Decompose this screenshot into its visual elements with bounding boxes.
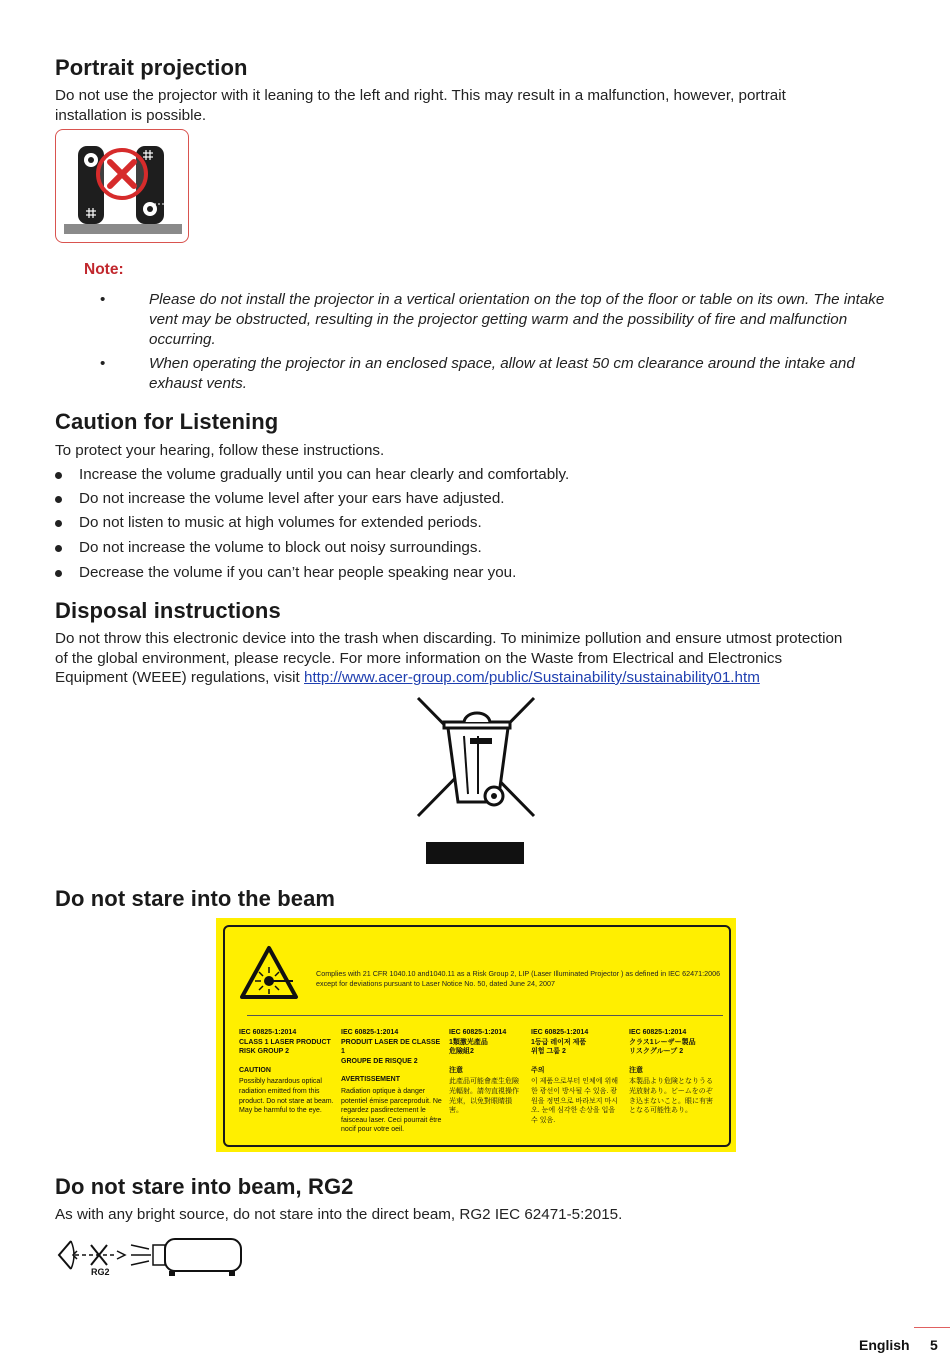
bullet-dot (55, 496, 62, 503)
footer-language: English (859, 1337, 910, 1353)
column-caution: CAUTION (239, 1066, 271, 1074)
note-item (100, 290, 900, 350)
disposal-heading: Disposal instructions (55, 598, 281, 623)
list-text: Decrease the volume if you can’t hear people speaking near you. (79, 564, 517, 581)
column-class: 1類激光產品 (449, 1038, 488, 1046)
label-column-japanese (629, 1028, 715, 1116)
list-text: Do not listen to music at high volumes for extended periods. (79, 514, 482, 531)
beam-heading: Do not stare into the beam (55, 886, 336, 911)
weee-link[interactable]: http://www.acer-group.com/public/Sustainability/sustainability01.htm (304, 669, 760, 686)
column-caution: AVERTISSEMENT (341, 1076, 400, 1084)
column-caution: 注意 (449, 1066, 463, 1074)
laser-label-border (223, 925, 731, 1147)
portrait-body-line1: Do not use the projector with it leaning to the left and right. This may result in a malfunction, however, portrait (55, 87, 786, 104)
column-group: リスクグループ 2 (629, 1048, 684, 1056)
column-text: Radiation optique à danger potentiel émise parceproduit. Ne regardez pasdirectement le faisceau laser. Ceci pourrait être nocif pour votre oeil. (341, 1087, 442, 1134)
compliance-statement: Complies with 21 CFR 1040.10 and1040.11 as a Risk Group 2, LIP (Laser Illuminated Projector ) as defined in IEC 62471:2006 except for deviations pursuant to Laser Notice No. 50, dated June 24, 2007 (316, 969, 721, 988)
crossed-out-bin-icon (414, 694, 538, 866)
leaning-projector-icon (56, 130, 188, 242)
column-standard: IEC 60825-1:2014 (239, 1029, 297, 1036)
rg2-icon-text: RG2 (91, 1267, 110, 1277)
column-standard: IEC 60825-1:2014 (449, 1029, 507, 1036)
bullet-dot (55, 520, 62, 527)
portrait-heading: Portrait projection (55, 55, 248, 80)
list-text: Do not increase the volume level after your ears have adjusted. (79, 490, 505, 507)
disposal-body-line3 (55, 668, 760, 688)
label-column-french (341, 1028, 443, 1135)
column-group: RISK GROUP 2 (239, 1048, 290, 1056)
do-not-stare-icon (55, 1235, 245, 1280)
column-caution: 注意 (629, 1066, 643, 1074)
column-standard: IEC 60825-1:2014 (531, 1029, 589, 1036)
portrait-body-line2: installation is possible. (55, 107, 207, 124)
label-column-chinese (449, 1028, 523, 1116)
note-label: Note: (84, 261, 124, 278)
column-class: PRODUIT LASER DE CLASSE 1 (341, 1038, 441, 1056)
column-caution: 주의 (531, 1066, 545, 1074)
page-number: 5 (930, 1337, 938, 1353)
column-text: 此產品可能會產生危險光輻射。請勿直視操作光束，以免對眼睛損害。 (449, 1078, 519, 1115)
disposal-body-line1: Do not throw this electronic device into the trash when discarding. To minimize pollution and ensure utmost protection (55, 630, 843, 647)
rg2-heading: Do not stare into beam, RG2 (55, 1174, 354, 1199)
column-group: GROUPE DE RISQUE 2 (341, 1057, 418, 1065)
rg2-body: As with any bright source, do not stare into the direct beam, RG2 IEC 62471-5:2015. (55, 1206, 623, 1223)
column-standard: IEC 60825-1:2014 (629, 1029, 687, 1036)
weee-symbol (414, 694, 538, 866)
disposal-body-text: Equipment (WEEE) regulations, visit (55, 669, 304, 686)
column-group: 危險組2 (449, 1048, 474, 1056)
note-text: Please do not install the projector in a vertical orientation on the top of the floor or table on its own. The intake vent may be obstructed, resulting in the projector getting warm and the possibility of fire and malfunction occurring. (149, 291, 885, 348)
disposal-body-line2: of the global environment, please recycle. For more information on the Waste from Electrical and Electronics (55, 650, 783, 667)
column-text: Possibly hazardous optical radiation emitted from this product. Do not stare at beam. May be harmful to the eye. (239, 1078, 334, 1115)
label-column-korean (531, 1028, 621, 1125)
column-text: 本製品より危険となりうる光放射あり。ビームをのぞき込まないこと。眼に有害となる可能性あり。 (629, 1078, 713, 1115)
laser-warning-label (216, 918, 736, 1152)
portrait-prohibited-illustration (55, 129, 189, 243)
list-text: Increase the volume gradually until you can hear clearly and comfortably. (79, 466, 570, 483)
listening-intro: To protect your hearing, follow these instructions. (55, 442, 385, 459)
column-standard: IEC 60825-1:2014 (341, 1029, 399, 1036)
laser-hazard-icon (239, 945, 299, 1001)
bullet-dot (55, 545, 62, 552)
bullet-dot (55, 570, 62, 577)
bullet-dot (55, 472, 62, 479)
list-text: Do not increase the volume to block out noisy surroundings. (79, 539, 482, 556)
bullet: • (100, 291, 106, 308)
column-text: 이 제품으로부터 인체에 위해한 광선이 방사될 수 있음. 광원을 정면으로 바라보지 마시오. 눈에 심각한 손상을 입을 수 있음. (531, 1078, 618, 1124)
column-group: 위험 그룹 2 (531, 1048, 566, 1056)
label-column-english (239, 1028, 335, 1116)
bullet: • (100, 355, 106, 372)
column-class: 1등급 레이저 제품 (531, 1038, 587, 1046)
note-item (100, 354, 900, 394)
note-text: When operating the projector in an enclosed space, allow at least 50 cm clearance around the intake and exhaust vents. (149, 355, 855, 392)
footer-rule (914, 1327, 950, 1328)
rg2-warning-pictogram (55, 1235, 245, 1280)
listening-heading: Caution for Listening (55, 409, 279, 434)
label-divider (247, 1015, 723, 1016)
column-class: CLASS 1 LASER PRODUCT (239, 1038, 331, 1046)
column-class: クラス1レーザー製品 (629, 1038, 696, 1046)
